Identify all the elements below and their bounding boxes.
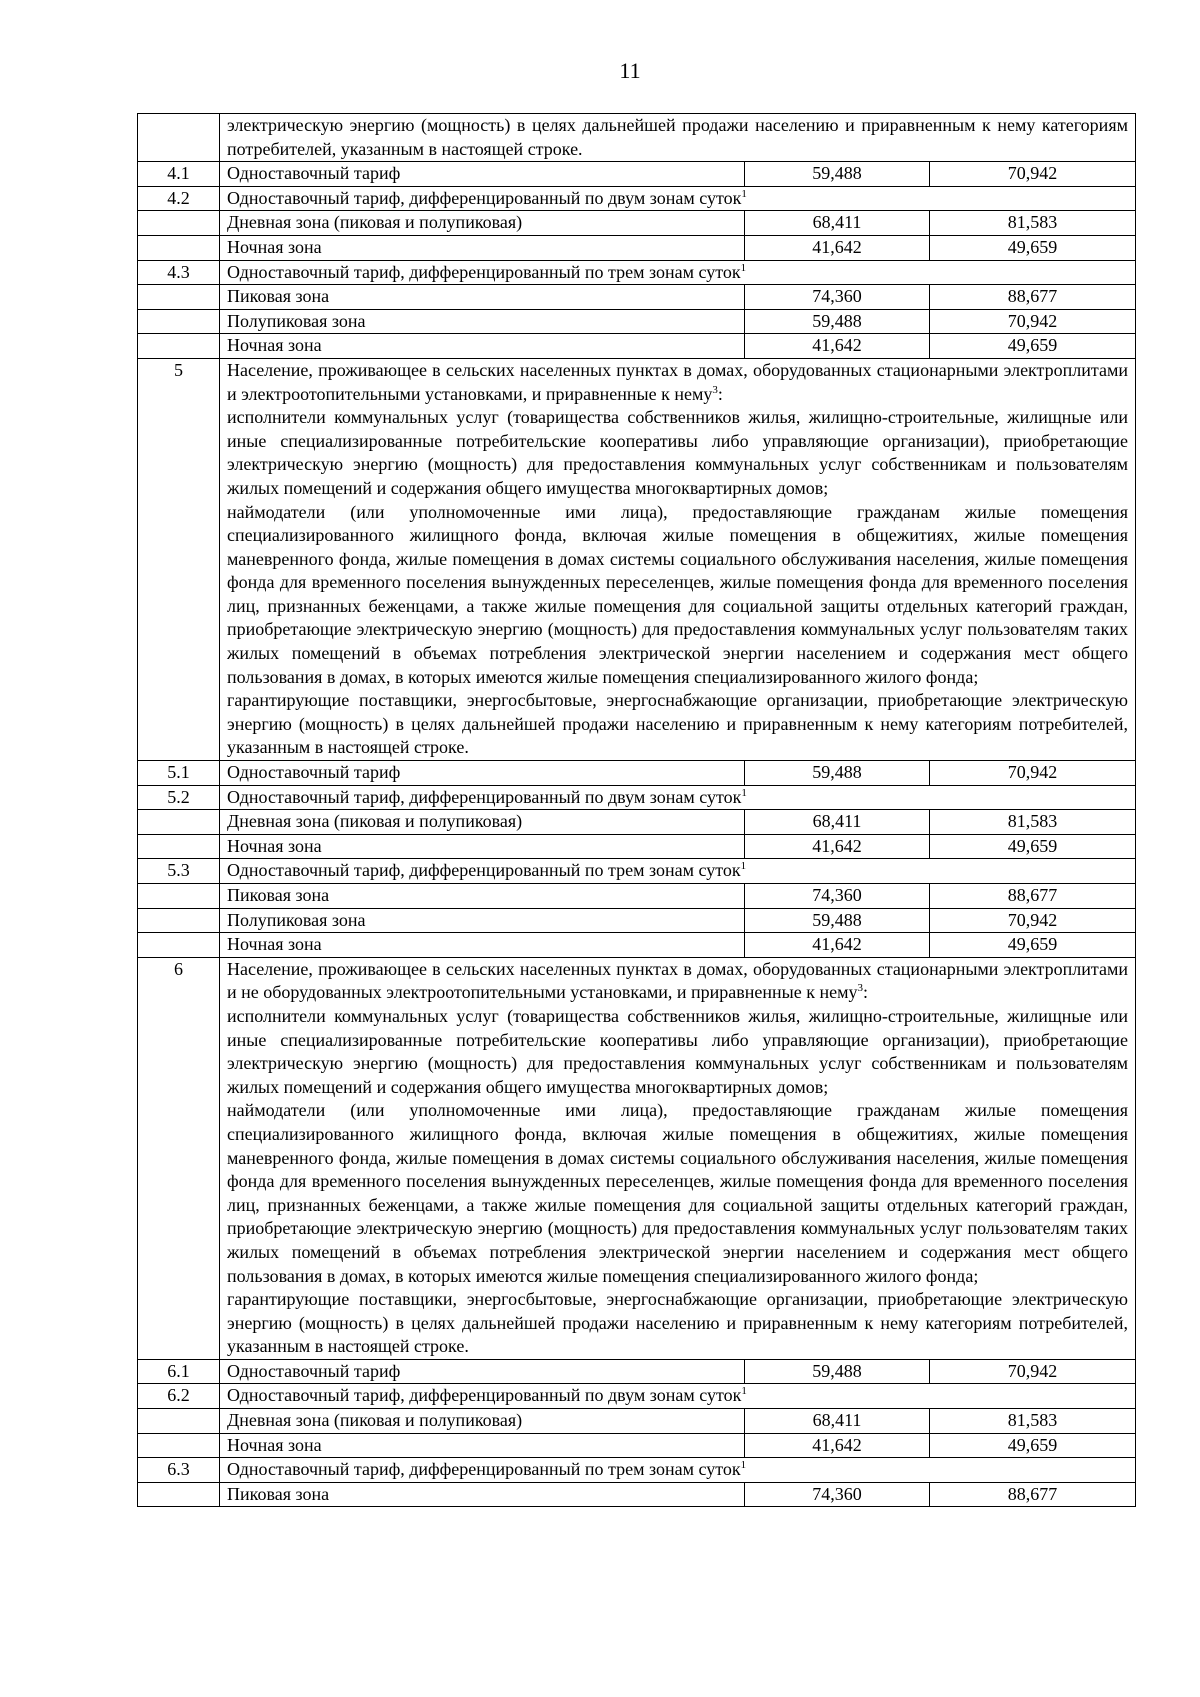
tariff-row	[138, 162, 1136, 187]
tariff-row	[138, 260, 1136, 285]
footnote-mark: 1	[741, 1385, 747, 1398]
tariff-value-2: 81,583	[930, 810, 1136, 835]
tariff-value-2: 81,583	[930, 1409, 1136, 1434]
tariff-label: Ночная зона	[220, 933, 745, 958]
row-number	[138, 884, 220, 909]
tariff-value-2: 70,942	[930, 309, 1136, 334]
tariff-value-1: 59,488	[745, 761, 930, 786]
tariff-label: Дневная зона (пиковая и полупиковая)	[220, 211, 745, 236]
tariff-label: Одноставочный тариф	[220, 162, 745, 187]
tariff-value-2: 49,659	[930, 933, 1136, 958]
tariff-row	[138, 859, 1136, 884]
footnote-mark: 1	[741, 187, 747, 200]
tariff-value-2: 49,659	[930, 1433, 1136, 1458]
section-paragraph: гарантирующие поставщики, энергосбытовые, энергоснабжающие организации, приобретающие электрическую энергию (мощность) в целях дальнейшей продажи населению и приравненным к нему категориям потребителей, указанным в настоящей строке.	[227, 690, 1128, 758]
row-number	[138, 1409, 220, 1434]
section-heading	[227, 359, 1128, 406]
tariff-value-1: 41,642	[745, 1433, 930, 1458]
footnote-mark: 1	[740, 261, 747, 274]
section-number: 5	[138, 358, 220, 760]
row-number-cell	[138, 114, 220, 162]
tariff-row	[138, 285, 1136, 310]
tariff-value-2: 81,583	[930, 211, 1136, 236]
section-description	[220, 358, 1136, 760]
row-number	[138, 334, 220, 359]
row-number	[138, 1482, 220, 1507]
row-number	[138, 309, 220, 334]
tariff-value-1: 74,360	[745, 1482, 930, 1507]
tariff-label: Полупиковая зона	[220, 309, 745, 334]
tariff-value-1: 41,642	[745, 334, 930, 359]
tariff-value-2: 88,677	[930, 285, 1136, 310]
tariff-row	[138, 761, 1136, 786]
section-number: 6	[138, 957, 220, 1359]
section-heading	[227, 958, 1128, 1005]
continuation-row	[138, 114, 1136, 162]
section-heading-end: :	[863, 982, 869, 1003]
tariff-value-2: 49,659	[930, 834, 1136, 859]
tariff-row	[138, 834, 1136, 859]
footnote-mark: 3	[712, 383, 718, 396]
tariff-label: Пиковая зона	[220, 285, 745, 310]
tariff-label: Дневная зона (пиковая и полупиковая)	[220, 1409, 745, 1434]
tariff-label-text: Одноставочный тариф, дифференцированный по трем зонам суток	[227, 860, 741, 881]
tariff-row	[138, 1359, 1136, 1384]
footnote-mark: 1	[740, 1459, 747, 1472]
tariff-value-2: 70,942	[930, 908, 1136, 933]
tariff-table-body	[138, 114, 1136, 1507]
tariff-value-1: 68,411	[745, 1409, 930, 1434]
tariff-row	[138, 933, 1136, 958]
tariff-group-label	[220, 260, 1136, 285]
row-number	[138, 810, 220, 835]
row-number	[138, 834, 220, 859]
section-paragraph: наймодатели (или уполномоченные ими лица), предоставляющие гражданам жилые помещения специализированного жилищного фонда, включая жилые помещения в общежитиях, жилые помещения маневренного фонда, жилые помещения в домах системы социального обслуживания населения, жилые помещения фонда для временного поселения вынужденных переселенцев, жилые помещения фонда для временного поселения лиц, признанных беженцами, а также жилые помещения для социальной защиты отдельных категорий граждан, приобретающие электрическую энергию (мощность) для предоставления коммунальных услуг пользователям таких жилых помещений в объемах потребления электрической энергии населением и содержания мест общего пользования в домах, в которых имеются жилые помещения специализированного жилого фонда;	[227, 501, 1128, 687]
tariff-value-1: 74,360	[745, 285, 930, 310]
tariff-row	[138, 1409, 1136, 1434]
tariff-row	[138, 1482, 1136, 1507]
row-number	[138, 211, 220, 236]
tariff-label: Пиковая зона	[220, 1482, 745, 1507]
footnote-mark: 1	[741, 786, 747, 799]
tariff-label-text: Одноставочный тариф, дифференцированный по трем зонам суток	[227, 1459, 741, 1480]
tariff-label: Одноставочный тариф	[220, 1359, 745, 1384]
tariff-row	[138, 810, 1136, 835]
section-heading-text: Население, проживающее в сельских населенных пунктах в домах, оборудованных стационарными электроплитами и не оборудованных электроотопительными установками, и приравненные к нему	[227, 958, 1128, 1003]
tariff-value-1: 41,642	[745, 235, 930, 260]
tariff-label: Ночная зона	[220, 334, 745, 359]
tariff-value-2: 70,942	[930, 761, 1136, 786]
tariff-row	[138, 1458, 1136, 1483]
row-number: 4.2	[138, 186, 220, 211]
tariff-group-label	[220, 186, 1136, 211]
section-description	[220, 957, 1136, 1359]
tariff-group-label	[220, 1384, 1136, 1409]
tariff-row	[138, 785, 1136, 810]
tariff-label-text: Одноставочный тариф, дифференцированный по двум зонам суток	[227, 786, 742, 807]
tariff-value-1: 68,411	[745, 810, 930, 835]
tariff-group-label	[220, 785, 1136, 810]
tariff-group-label	[220, 859, 1136, 884]
tariff-value-1: 59,488	[745, 908, 930, 933]
row-number	[138, 235, 220, 260]
tariff-table	[137, 113, 1136, 1507]
tariff-value-1: 59,488	[745, 309, 930, 334]
footnote-mark: 3	[857, 982, 864, 995]
tariff-value-2: 88,677	[930, 884, 1136, 909]
tariff-label-text: Одноставочный тариф, дифференцированный по трем зонам суток	[227, 261, 741, 282]
tariff-value-1: 41,642	[745, 933, 930, 958]
tariff-label: Ночная зона	[220, 834, 745, 859]
row-number: 5.3	[138, 859, 220, 884]
section-heading-row	[138, 358, 1136, 760]
row-number: 4.3	[138, 260, 220, 285]
tariff-label: Полупиковая зона	[220, 908, 745, 933]
tariff-value-2: 88,677	[930, 1482, 1136, 1507]
tariff-value-1: 74,360	[745, 884, 930, 909]
tariff-row	[138, 884, 1136, 909]
tariff-row	[138, 334, 1136, 359]
row-number: 5.1	[138, 761, 220, 786]
row-number: 4.1	[138, 162, 220, 187]
row-number	[138, 933, 220, 958]
section-paragraph: наймодатели (или уполномоченные ими лица), предоставляющие гражданам жилые помещения специализированного жилищного фонда, включая жилые помещения в общежитиях, жилые помещения маневренного фонда, жилые помещения в домах системы социального обслуживания населения, жилые помещения фонда для временного поселения вынужденных переселенцев, жилые помещения фонда для временного поселения лиц, признанных беженцами, а также жилые помещения для социальной защиты отдельных категорий граждан, приобретающие электрическую энергию (мощность) для предоставления коммунальных услуг пользователям таких жилых помещений в объемах потребления электрической энергии населением и содержания мест общего пользования в домах, в которых имеются жилые помещения специализированного жилого фонда;	[227, 1100, 1128, 1286]
section-heading-end: :	[717, 383, 723, 404]
tariff-label: Одноставочный тариф	[220, 761, 745, 786]
tariff-label-text: Одноставочный тариф, дифференцированный по двум зонам суток	[227, 1385, 742, 1406]
tariff-group-label	[220, 1458, 1136, 1483]
row-number: 6.3	[138, 1458, 220, 1483]
tariff-row	[138, 908, 1136, 933]
tariff-value-1: 41,642	[745, 834, 930, 859]
tariff-row	[138, 1433, 1136, 1458]
tariff-row	[138, 1384, 1136, 1409]
tariff-row	[138, 235, 1136, 260]
row-number: 6.1	[138, 1359, 220, 1384]
tariff-row	[138, 309, 1136, 334]
tariff-value-2: 70,942	[930, 1359, 1136, 1384]
section-heading-row	[138, 957, 1136, 1359]
section-heading-text: Население, проживающее в сельских населенных пунктах в домах, оборудованных стационарными электроплитами и электроотопительными установками, и приравненные к нему	[227, 359, 1128, 404]
tariff-value-2: 49,659	[930, 235, 1136, 260]
row-number	[138, 285, 220, 310]
tariff-label-text: Одноставочный тариф, дифференцированный по двум зонам суток	[227, 187, 742, 208]
tariff-value-2: 49,659	[930, 334, 1136, 359]
footnote-mark: 1	[740, 860, 747, 873]
tariff-label: Дневная зона (пиковая и полупиковая)	[220, 810, 745, 835]
tariff-label: Пиковая зона	[220, 884, 745, 909]
section-paragraph: исполнители коммунальных услуг (товарищества собственников жилья, жилищно-строительные, жилищные или иные специализированные потребительские кооперативы либо управляющие организации), приобретающие электрическую энергию (мощность) для предоставления коммунальных услуг собственникам и пользователям жилых помещений и содержания общего имущества многоквартирных домов;	[227, 1005, 1128, 1097]
tariff-value-1: 59,488	[745, 1359, 930, 1384]
section-paragraph: исполнители коммунальных услуг (товарищества собственников жилья, жилищно-строительные, жилищные или иные специализированные потребительские кооперативы либо управляющие организации), приобретающие электрическую энергию (мощность) для предоставления коммунальных услуг собственникам и пользователям жилых помещений и содержания общего имущества многоквартирных домов;	[227, 407, 1128, 498]
page-number: 11	[619, 58, 641, 83]
tariff-label: Ночная зона	[220, 1433, 745, 1458]
tariff-row	[138, 211, 1136, 236]
row-number: 6.2	[138, 1384, 220, 1409]
tariff-value-1: 59,488	[745, 162, 930, 187]
tariff-value-1: 68,411	[745, 211, 930, 236]
section-paragraph: гарантирующие поставщики, энергосбытовые, энергоснабжающие организации, приобретающие электрическую энергию (мощность) в целях дальнейшей продажи населению и приравненным к нему категориям потребителей, указанным в настоящей строке.	[227, 1289, 1128, 1357]
tariff-value-2: 70,942	[930, 162, 1136, 187]
tariff-row	[138, 186, 1136, 211]
continuation-text: электрическую энергию (мощность) в целях дальнейшей продажи населению и приравненным к нему категориям потребителей, указанным в настоящей строке.	[220, 114, 1136, 162]
tariff-label: Ночная зона	[220, 235, 745, 260]
row-number	[138, 908, 220, 933]
row-number	[138, 1433, 220, 1458]
row-number: 5.2	[138, 785, 220, 810]
